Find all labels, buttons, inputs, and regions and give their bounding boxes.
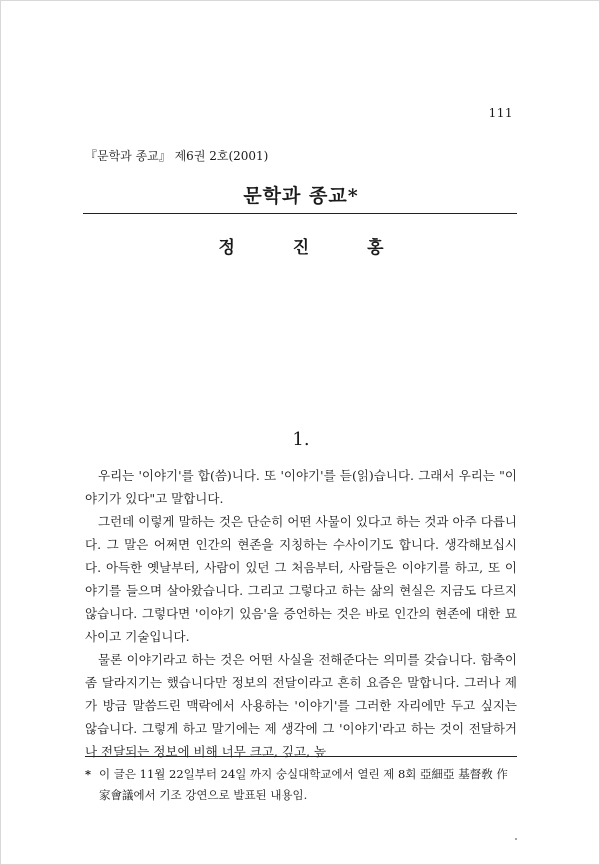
footnote-mark: * [85,767,92,781]
footnote-text: 이 글은 11월 22일부터 24일 까지 숭실대학교에서 열린 제 8회 亞細亞 基督敎 作家會議에서 기조 강연으로 발표된 내용임. [99,767,508,802]
scan-speck [515,838,517,840]
section-heading: 1. [292,429,310,450]
body-paragraph: 그런데 이렇게 말하는 것은 단순히 어떤 사물이 있다고 하는 것과 아주 다릅니다. 그 말은 어쩌면 인간의 현존을 지칭하는 수사이기도 합니다. 생각해보십시다. 아득한 옛날부터, 사람이 있던 그 처음부터, 사람들은 이야기를 하고, 또 이야기를 들으며 살아왔습니다. 그리고 그렇다고 하는 삶의 현실은 지금도 다르지 않습니다. 그렇다면 '이야기 있음'을 증언하는 것은 바로 인간의 현존에 대한 묘사이고 기술입니다. [85,514,517,644]
body-paragraph: 우리는 '이야기'를 합(씀)니다. 또 '이야기'를 듣(읽)습니다. 그래서 우리는 "이야기가 있다"고 말합니다. [85,468,517,506]
body-paragraph: 물론 이야기라고 하는 것은 어떤 사실을 전해준다는 의미를 갖습니다. 함축이 좀 달라지기는 했습니다만 정보의 전달이라고 흔히 요즘은 말합니다. 그러나 제가 방금 말씀드린 맥락에서 사용하는 '이야기'를 그러한 자리에만 두고 싶지는 않습니다. 그렇게 하고 말기에는 제 생각에 그 '이야기'라고 하는 것이 전달하거나 전달되는 정보에 비해 너무 크고, 깊고, 높 [85,652,517,759]
author-name: 정 진 홍 [218,238,410,258]
body-text [85,461,517,763]
footnote [85,764,517,806]
page-number: 111 [488,106,513,120]
title-divider [83,213,517,214]
footnote-divider [85,756,517,757]
article-title: 문학과 종교* [243,185,359,207]
journal-citation: 『문학과 종교』 제6권 2호(2001) [85,149,269,163]
